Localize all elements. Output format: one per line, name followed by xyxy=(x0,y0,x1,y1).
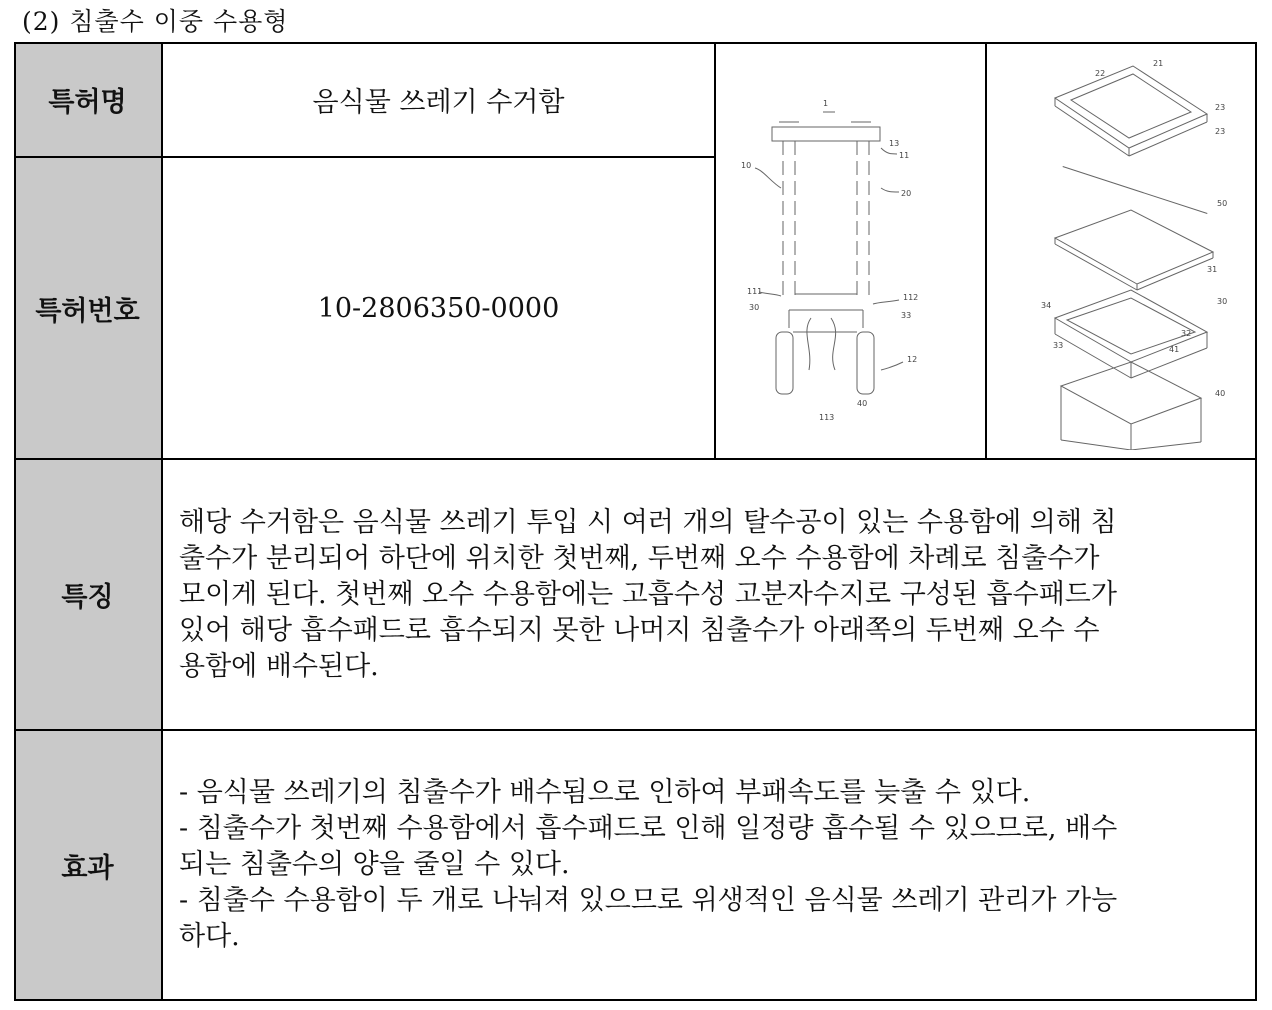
effects-line: - 침출수 수용함이 두 개로 나눠져 있으므로 위생적인 음식물 쓰레기 관리가 가능 xyxy=(179,885,1118,916)
effects-line: - 음식물 쓰레기의 침출수가 배수됨으로 인하여 부패속도를 늦출 수 있다. xyxy=(179,777,1031,808)
effects-line: 되는 침출수의 양을 줄일 수 있다. xyxy=(179,849,570,880)
effects-line: - 침출수가 첫번째 수용함에서 흡수패드로 인해 일정량 흡수될 수 있으므로, 배수 xyxy=(179,813,1118,844)
features-line: 출수가 분리되어 하단에 위치한 첫번째, 두번째 오수 수용함에 차례로 침출수가 xyxy=(179,542,1100,574)
exploded-label-31: 31 xyxy=(1207,265,1218,274)
patent-number-value: 10-2806350-0000 xyxy=(163,158,716,460)
side-view-label-13: 13 xyxy=(888,139,899,148)
features-line: 모이게 된다. 첫번째 오수 수용함에는 고흡수성 고분자수지로 구성된 흡수패드가 xyxy=(179,578,1117,610)
exploded-label-34: 34 xyxy=(1041,301,1052,310)
exploded-label-41: 41 xyxy=(1169,345,1180,354)
effects-text xyxy=(163,731,1257,1001)
exploded-label-30: 30 xyxy=(1217,297,1228,306)
side-view-label-10: 10 xyxy=(740,161,751,170)
exploded-label-21: 21 xyxy=(1153,59,1164,68)
exploded-label-23b: 23 xyxy=(1215,127,1226,136)
effects-line: 하다. xyxy=(179,921,240,952)
effects-label: 효과 xyxy=(14,731,163,1001)
side-view-label-1: 1 xyxy=(822,99,828,108)
side-view-figure xyxy=(716,42,987,460)
patent-name-value: 음식물 쓰레기 수거함 xyxy=(163,42,716,158)
patent-table xyxy=(14,42,1257,1001)
features-line: 있어 해당 흡수패드로 흡수되지 못한 나머지 침출수가 아래쪽의 두번째 오수 수 xyxy=(179,614,1100,646)
side-view-label-30: 30 xyxy=(748,303,759,312)
patent-number-label: 특허번호 xyxy=(14,158,163,460)
exploded-view-drawing xyxy=(1001,50,1241,450)
side-view-label-20: 20 xyxy=(900,189,911,198)
features-line: 해당 수거함은 음식물 쓰레기 투입 시 여러 개의 탈수공이 있는 수용함에 의해 침 xyxy=(179,506,1117,538)
side-view-label-112: 112 xyxy=(902,293,918,302)
patent-name-label: 특허명 xyxy=(14,42,163,158)
side-view-label-40: 40 xyxy=(856,399,867,408)
exploded-view-figure xyxy=(987,42,1257,460)
side-view-label-111: 111 xyxy=(746,287,762,296)
exploded-label-50: 50 xyxy=(1217,199,1228,208)
exploded-label-23a: 23 xyxy=(1215,103,1226,112)
features-text xyxy=(163,460,1257,731)
side-view-label-33: 33 xyxy=(900,311,911,320)
exploded-label-40: 40 xyxy=(1215,389,1226,398)
exploded-label-33: 33 xyxy=(1053,341,1064,350)
side-view-drawing xyxy=(731,70,971,430)
side-view-label-12: 12 xyxy=(906,355,917,364)
exploded-label-22: 22 xyxy=(1095,69,1106,78)
features-line: 용함에 배수된다. xyxy=(179,650,379,682)
features-label: 특징 xyxy=(14,460,163,731)
side-view-label-11: 11 xyxy=(898,151,909,160)
section-title: (2) 침출수 이중 수용형 xyxy=(22,7,289,36)
side-view-label-113: 113 xyxy=(818,413,834,422)
exploded-label-32: 32 xyxy=(1181,329,1192,338)
